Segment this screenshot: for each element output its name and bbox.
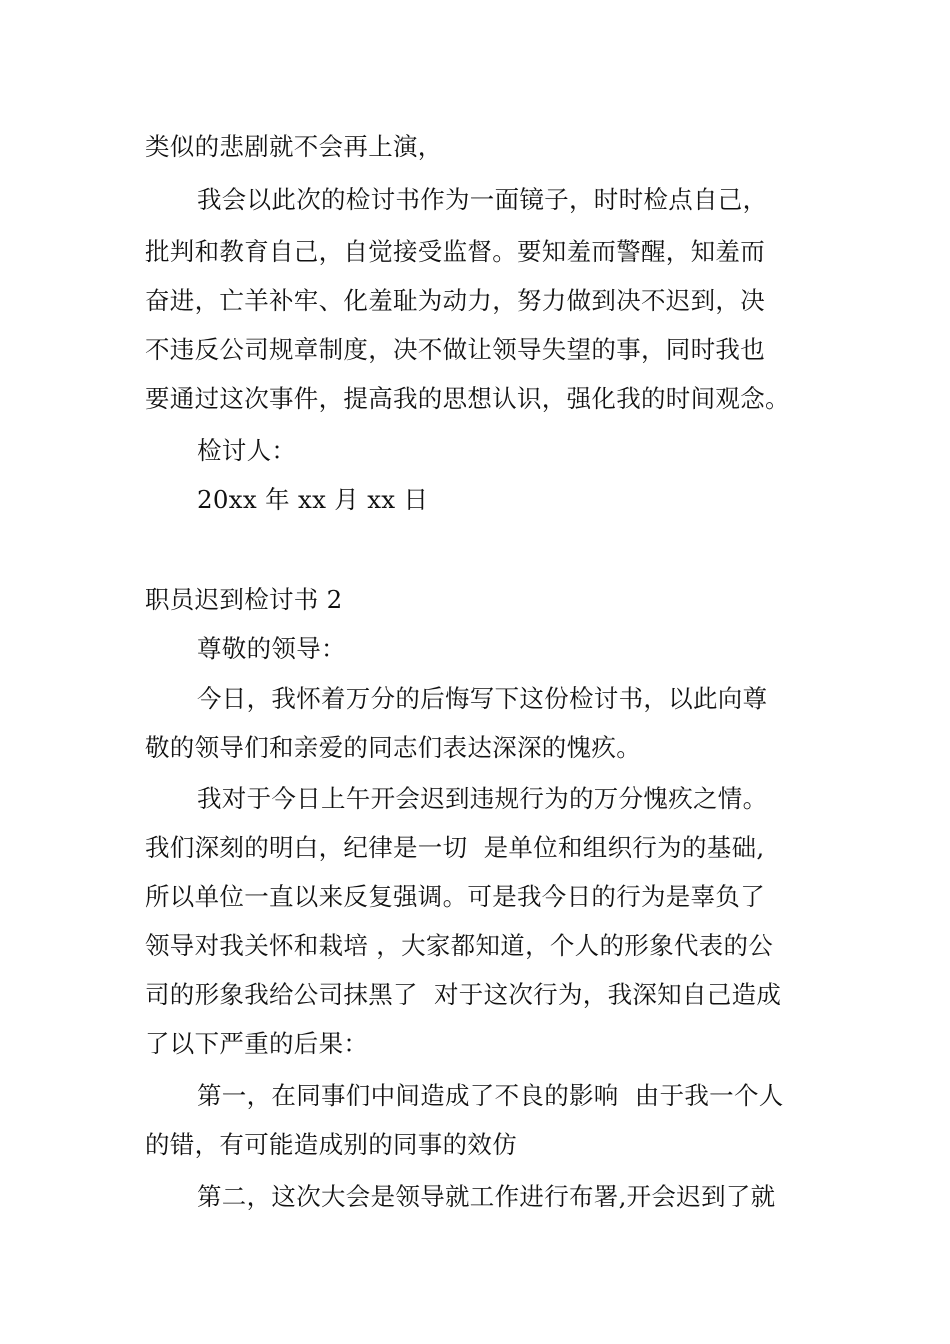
date-line: 20xx 年 xx 月 xx 日 — [197, 485, 429, 514]
paragraph-line: 要通过这次事件，提高我的思想认识，强化我的时间观念。 — [145, 384, 790, 413]
section-title: 职员迟到检讨书 2 — [145, 585, 343, 614]
paragraph-line: 批判和教育自己，自觉接受监督。要知羞而警醒，知羞而 — [145, 237, 765, 266]
signature-label: 检讨人： — [197, 436, 297, 465]
paragraph-line: 领导对我关怀和栽培 ，大家都知道，个人的形象代表的公 — [145, 931, 774, 960]
paragraph-line: 第二，这次大会是领导就工作进行布署,开会迟到了就 — [197, 1182, 776, 1211]
paragraph-line: 类似的悲剧就不会再上演， — [145, 132, 443, 161]
paragraph-line: 了以下严重的后果： — [145, 1029, 369, 1058]
paragraph-line: 不违反公司规章制度，决不做让领导失望的事，同时我也 — [145, 335, 765, 364]
paragraph-line: 第一，在同事们中间造成了不良的影响 由于我一个人 — [197, 1081, 784, 1110]
paragraph-line: 我们深刻的明白，纪律是一切 是单位和组织行为的基础, — [145, 833, 765, 862]
paragraph-line: 所以单位一直以来反复强调。可是我今日的行为是辜负了 — [145, 882, 765, 911]
paragraph-line: 我会以此次的检讨书作为一面镜子，时时检点自己， — [197, 185, 768, 214]
paragraph-line: 敬的领导们和亲爱的同志们表达深深的愧疚。 — [145, 733, 641, 762]
paragraph-line: 司的形象我给公司抹黑了 对于这次行为，我深知自己造成 — [145, 980, 782, 1009]
paragraph-line: 我对于今日上午开会迟到违规行为的万分愧疚之情。 — [197, 784, 768, 813]
paragraph-line: 的错，有可能造成别的同事的效仿 — [145, 1130, 517, 1159]
salutation: 尊敬的领导： — [197, 634, 346, 663]
paragraph-line: 今日，我怀着万分的后悔写下这份检讨书，以此向尊 — [197, 684, 768, 713]
paragraph-line: 奋进，亡羊补牢、化羞耻为动力，努力做到决不迟到，决 — [145, 286, 765, 315]
